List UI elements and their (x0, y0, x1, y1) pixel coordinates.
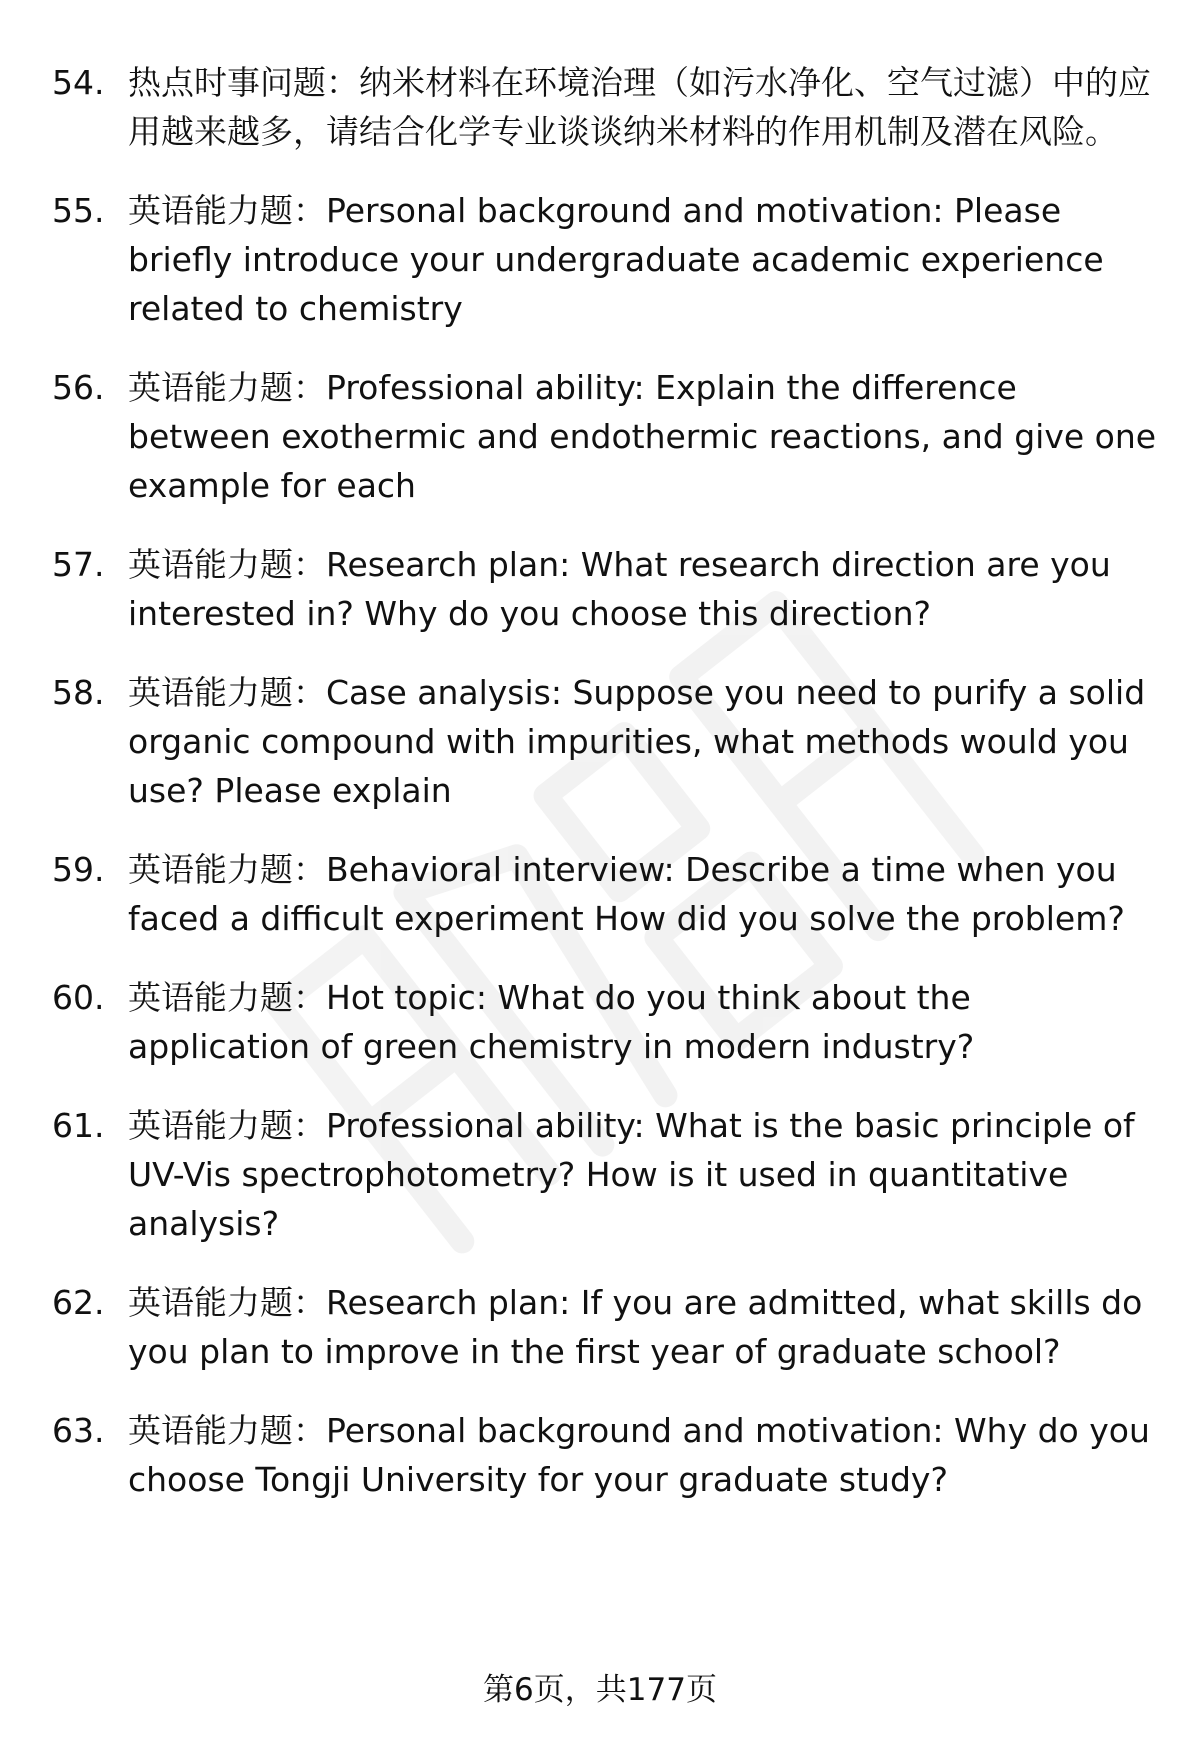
question-item (52, 668, 1162, 815)
question-item (52, 1278, 1162, 1376)
question-number: 62. (52, 1283, 105, 1322)
page-number-label: 第6页，共177页 (483, 1672, 717, 1708)
question-text: 英语能力题：Behavioral interview: Describe a time when you faced a difficult experiment How did you solve the problem? (128, 850, 1125, 938)
question-number: 55. (52, 191, 105, 230)
question-text: 英语能力题：Research plan: What research direction are you interested in? Why do you choose this direction? (128, 545, 1111, 633)
question-item (52, 845, 1162, 943)
question-text: 英语能力题：Professional ability: What is the basic principle of UV-Vis spectrophotometry? How is it used in quantitative analysis? (128, 1106, 1135, 1243)
question-text: 英语能力题：Research plan: If you are admitted, what skills do you plan to improve in the first year of graduate school? (128, 1283, 1143, 1371)
question-number: 58. (52, 673, 105, 712)
question-text: 英语能力题：Hot topic: What do you think about the application of green chemistry in modern industry? (128, 978, 975, 1066)
question-item (52, 58, 1162, 156)
question-text: 英语能力题：Case analysis: Suppose you need to purify a solid organic compound with impurities, what methods would you use? Please explain (128, 673, 1146, 810)
question-item (52, 1101, 1162, 1248)
question-number: 63. (52, 1411, 105, 1450)
question-number: 54. (52, 63, 105, 102)
question-item (52, 973, 1162, 1071)
question-text: 英语能力题：Personal background and motivation: Why do you choose Tongji University for your graduate study? (128, 1411, 1150, 1499)
question-number: 59. (52, 850, 105, 889)
question-text: 热点时事问题：纳米材料在环境治理（如污水净化、空气过滤）中的应用越来越多，请结合化学专业谈谈纳米材料的作用机制及潜在风险。 (128, 63, 1151, 151)
question-text: 英语能力题：Professional ability: Explain the difference between exothermic and endothermic reactions, and give one example for each (128, 368, 1157, 505)
question-number: 56. (52, 368, 105, 407)
page-footer (0, 1670, 1200, 1710)
question-item (52, 186, 1162, 333)
question-number: 61. (52, 1106, 105, 1145)
question-text: 英语能力题：Personal background and motivation: Please briefly introduce your undergraduate academic experience related to chemistry (128, 191, 1104, 328)
question-item (52, 1406, 1162, 1504)
question-item (52, 363, 1162, 510)
question-number: 57. (52, 545, 105, 584)
question-item (52, 540, 1162, 638)
question-list (52, 58, 1162, 1534)
question-number: 60. (52, 978, 105, 1017)
